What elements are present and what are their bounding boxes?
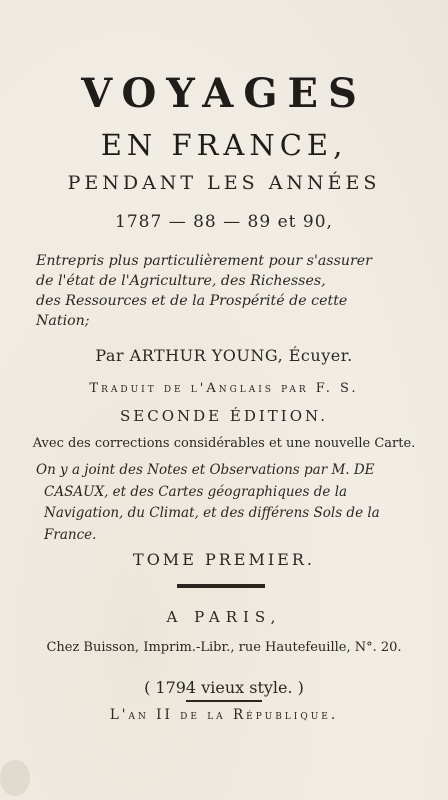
notes-line: CASAUX, et des Cartes géographiques de la: [44, 483, 348, 500]
subtitle-pendant: PENDANT LES ANNÉES: [67, 172, 381, 194]
notes-line: On y a joint des Notes et Observations par M. DE: [36, 462, 375, 478]
main-title: VOYAGES: [81, 70, 367, 117]
publisher-line: Chez Buisson, Imprim.-Libr., rue Hautefeuille, N°. 20.: [46, 640, 402, 655]
republic-date-line: L'an II de la République.: [109, 707, 339, 723]
years-line: 1787 — 88 — 89 et 90,: [115, 212, 333, 232]
description-line: Entrepris plus particulièrement pour s'assurer: [36, 253, 372, 269]
author-line: Par ARTHUR YOUNG, Écuyer.: [95, 346, 353, 365]
divider-rule: [186, 700, 262, 702]
subtitle-en-france: EN FRANCE,: [100, 128, 348, 162]
description-line: Nation;: [36, 313, 90, 329]
corrections-line: Avec des corrections considérables et une nouvelle Carte.: [32, 436, 416, 451]
edition-line: SECONDE ÉDITION.: [120, 407, 328, 425]
description-paragraph: [36, 251, 372, 331]
description-line: de l'état de l'Agriculture, des Richesses,: [36, 273, 326, 289]
notes-line: France.: [44, 526, 97, 543]
ornament-rule: [177, 584, 265, 588]
paper-stain: [0, 760, 30, 796]
place-line: A PARIS,: [166, 608, 282, 626]
volume-line: TOME PREMIER.: [133, 550, 315, 569]
notes-line: Navigation, du Climat, et des différens Sols de la: [44, 505, 380, 521]
notes-paragraph: [36, 460, 380, 546]
date-line: ( 1794 vieux style. ): [144, 678, 304, 697]
translator-line: Traduit de l'Anglais par F. S.: [89, 381, 359, 396]
description-line: des Ressources et de la Prospérité de cette: [36, 293, 348, 309]
